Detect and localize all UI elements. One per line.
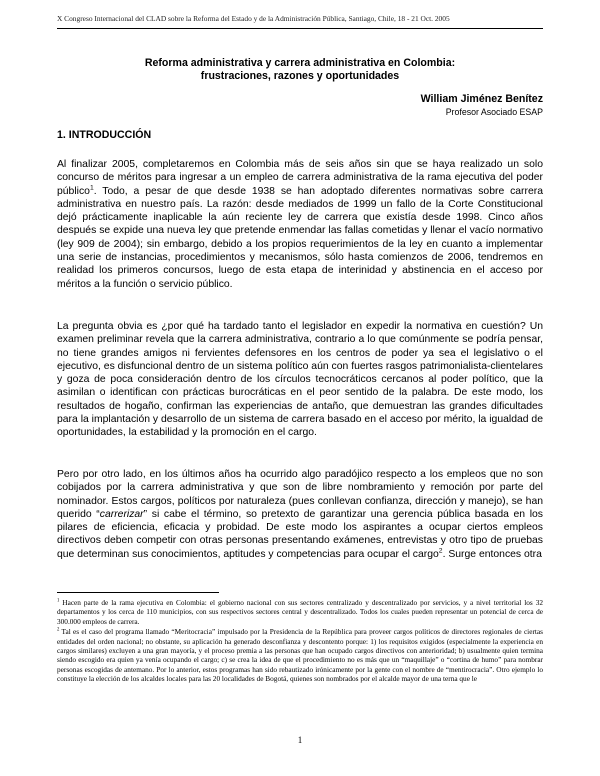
running-header: X Congreso Internacional del CLAD sobre la Reforma del Estado y de la Administración Pública, Santiago, Chile, 18 - 21 Oct. 2005 [57,14,450,23]
title-line-2: frustraciones, razones y oportunidades [200,70,400,82]
title-line-1: Reforma administrativa y carrera administrativa en Colombia: [144,57,456,69]
paragraph-3-text-c: . Surge entonces otra [442,548,542,560]
footnote-2 [57,627,543,683]
paragraph-2: La pregunta obvia es ¿por qué ha tardado tanto el legislador en expedir la normativa en cuestión? Un examen preliminar revela que la carrera administrativa, contrario a lo que comúnmente se podría pensar, no tiene grandes amigos ni fervientes defensores en los centros de poder ya sea el legislativo o el ejecutivo, es disfuncional dentro de un sistema político aún con fuertes rasgos patrimonialista-clientelares y goza de poca consideración dentro de los círculos tecnocráticos cercanos al poder político, que la asimilan o identifican con prácticas burocráticas en el peor sentido de la palabra. De este modo, los resultados de hogaño, confirman las experiencias de antaño, que demuestran las grandes dificultades para la implantación y desarrollo de un sistema de carrera basado en el acceso por mérito, la igualdad de oportunidades, la estabilidad y la promoción en el cargo. [57,321,543,439]
paragraph-3-italic: carrerizar [99,508,144,520]
footnotes [57,598,543,685]
paragraph-3-text-b: ” si cabe el término, so pretexto de garantizar una gerencia pública basada en los pilares de eficiencia, eficacia y probidad. De este modo los aspirantes a ocupar ciertos empleos directivos deben competir con otras personas presentando exámenes, entrevistas y otro tipo de pruebas que determinan sus conocimientos, aptitudes y competencias para ocupar el cargo [57,508,543,560]
header-divider [57,28,543,29]
footnote-divider [57,592,219,593]
section-heading: 1. INTRODUCCIÓN [57,129,152,141]
author-affiliation: Profesor Asociado ESAP [445,107,543,117]
footnote-ref-1: 1 [89,184,94,192]
footnote-2-text: Tal es el caso del programa llamado “Meritocracia” impulsado por la Presidencia de la República para proveer cargos políticos de directores regionales de ciertas entidades del orden nacional; no obstante, su aplicación ha generado desconfianza y descontento porque: 1) los requisitos exigidos (especialmente la experiencia en cargos similares) excluyen a una gran mayoría, y el proceso premia a las personas que han ocupado cargos directivos con anterioridad; b) usualmente quien termina siendo escogido era quien ya venía ocupando el cargo; c) se crea la idea de que el procedimiento no es más que un “maquillaje” o “cortina de humo” para nombrar personas escogidas de antemano. Por lo anterior, estos programas han sido rebautizado irónicamente por la gente con el nombre de “mentirocracia”. Otro ejemplo lo constituye la elección de los alcaldes locales para las 20 localidades de Bogotá, quienes son nombrados por el alcalde mayor de una terna que le [57,627,543,684]
paper-title [57,57,543,83]
footnote-1-number: 1 [57,598,60,604]
footnote-1-text: Hacen parte de la rama ejecutiva en Colombia: el gobierno nacional con sus sectores centralizado y descentralizado por servicios, y a nivel territorial los 32 departamentos y los cerca de 110 municipios, con sus respectivos sectores central y descentralizado. Todos los cuales pueden representar un potencial de cerca de 300.000 empleos de carrera. [57,598,543,626]
page-number: 1 [297,735,303,745]
paragraph-3 [57,468,543,561]
paragraph-1 [57,158,543,291]
paragraph-1-text-b: . Todo, a pesar de que desde 1938 se han adoptado diferentes normativas sobre carrera administrativa en nuestro país. La razón: desde mediados de 1999 un fallo de la Corte Constitucional dejó prácticamente inaplicable la aún reciente ley de carrera que existía desde 1998. Cinco años después se expide una nueva ley que pretende enmendar las fallas cometidas y llenar el vacío normativo (ley 909 de 2004); sin embargo, debido a los propios requerimientos de la ley en cuanto a implementar una serie de instancias, procedimientos y mecanismos, sólo hasta comienzos de 2006, tendremos en realidad los primeros concursos, luego de esta etapa de interinidad y abstinencia en el acceso por méritos a la función o servicio público. [57,185,543,290]
footnote-ref-2: 2 [438,547,443,555]
footnote-1 [57,598,543,626]
footnote-2-number: 2 [57,627,60,633]
author-name: William Jiménez Benítez [420,93,543,105]
paragraph-1-text-a: Al finalizar 2005, completaremos en Colombia más de seis años sin que se haya realizado un solo concurso de méritos para ingresar a un empleo de carrera administrativa de la rama ejecutiva del poder público [57,159,543,197]
paragraph-3-text-a: Pero por otro lado, en los últimos años ha ocurrido algo paradójico respecto a los empleos que no son cobijados por la carrera administrativa y que son de libre nombramiento y remoción por parte del nominador. Estos cargos, políticos por naturaleza (pues conllevan confianza, dirección y manejo), se han querido “ [57,469,543,520]
